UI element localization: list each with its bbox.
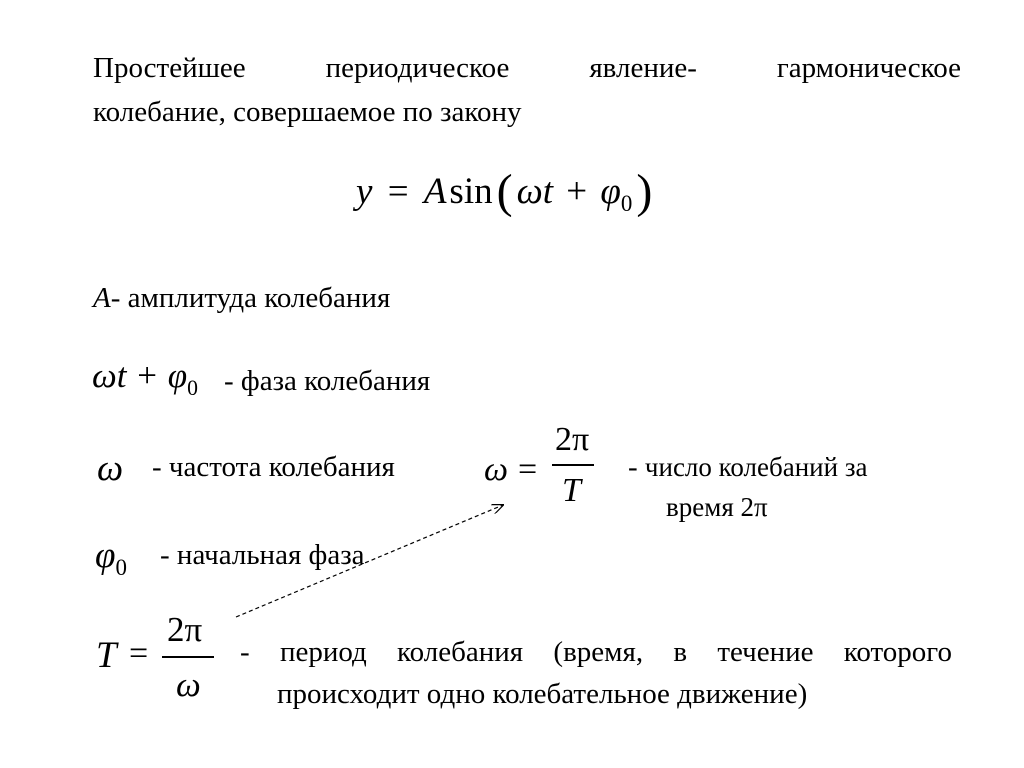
initial-phase-description: начальная фаза <box>176 539 365 571</box>
period-note-word: в <box>673 636 688 668</box>
frequency-formula-omega: ω <box>484 451 509 488</box>
formula-phi: φ <box>600 171 621 212</box>
amplitude-symbol: A <box>93 282 111 314</box>
phase-description: - фаза колебания <box>224 365 431 397</box>
formula-y: y <box>356 171 373 212</box>
phase-phi-subscript: 0 <box>187 375 198 400</box>
initial-phase-dash: - <box>160 539 170 571</box>
period-note-word: течение <box>717 636 814 668</box>
intro-word: Простейшее <box>93 52 246 84</box>
frequency-symbol: ω <box>97 448 124 489</box>
phase-plus: + <box>137 356 157 395</box>
period-note-word: колебания <box>397 636 524 668</box>
period-note-word: которого <box>843 636 952 668</box>
period-formula-T: T <box>96 635 117 676</box>
period-formula-denominator: ω <box>176 665 201 704</box>
frequency-formula-denominator: T <box>562 472 581 509</box>
period-formula-numerator: 2π <box>167 610 203 649</box>
formula-right-paren: ) <box>636 165 653 218</box>
period-note-line-2: происходит одно колебательное движение) <box>277 678 808 710</box>
intro-word: периодическое <box>325 52 510 84</box>
formula-plus: + <box>566 171 588 212</box>
formula-equals: = <box>387 171 409 212</box>
phase-t: t <box>116 356 127 395</box>
formula-left-paren: ( <box>496 165 513 218</box>
frequency-description: частота колебания <box>168 451 395 483</box>
amplitude-description: - амплитуда колебания <box>110 282 391 314</box>
phase-phi: φ <box>167 356 188 395</box>
intro-line-2: колебание, совершаемое по закону <box>93 96 522 128</box>
phase-omega: ω <box>92 356 117 395</box>
frequency-formula-numerator-text: 2π <box>555 421 590 458</box>
period-note-word: период <box>279 636 367 668</box>
intro-word: явление- <box>589 52 697 84</box>
frequency-formula-equals: = <box>518 451 538 488</box>
formula-omega: ω <box>516 171 543 212</box>
intro-word: гармоническое <box>776 52 961 84</box>
frequency-dash: - <box>152 451 162 483</box>
frequency-note-text-1: число колебаний за <box>644 452 868 482</box>
formula-amplitude: A <box>423 171 447 212</box>
period-note-word: (время, <box>553 636 644 668</box>
period-note-dash: - <box>240 636 250 668</box>
initial-phase-subscript: 0 <box>115 555 127 581</box>
frequency-note-dash: - <box>628 451 638 483</box>
formula-phi-subscript: 0 <box>620 191 633 217</box>
initial-phase-phi: φ <box>95 535 116 576</box>
formula-sin: sin <box>449 171 493 212</box>
frequency-note-line-2: время 2π <box>666 492 768 522</box>
formula-t: t <box>542 171 553 212</box>
period-formula-equals: = <box>129 635 149 672</box>
